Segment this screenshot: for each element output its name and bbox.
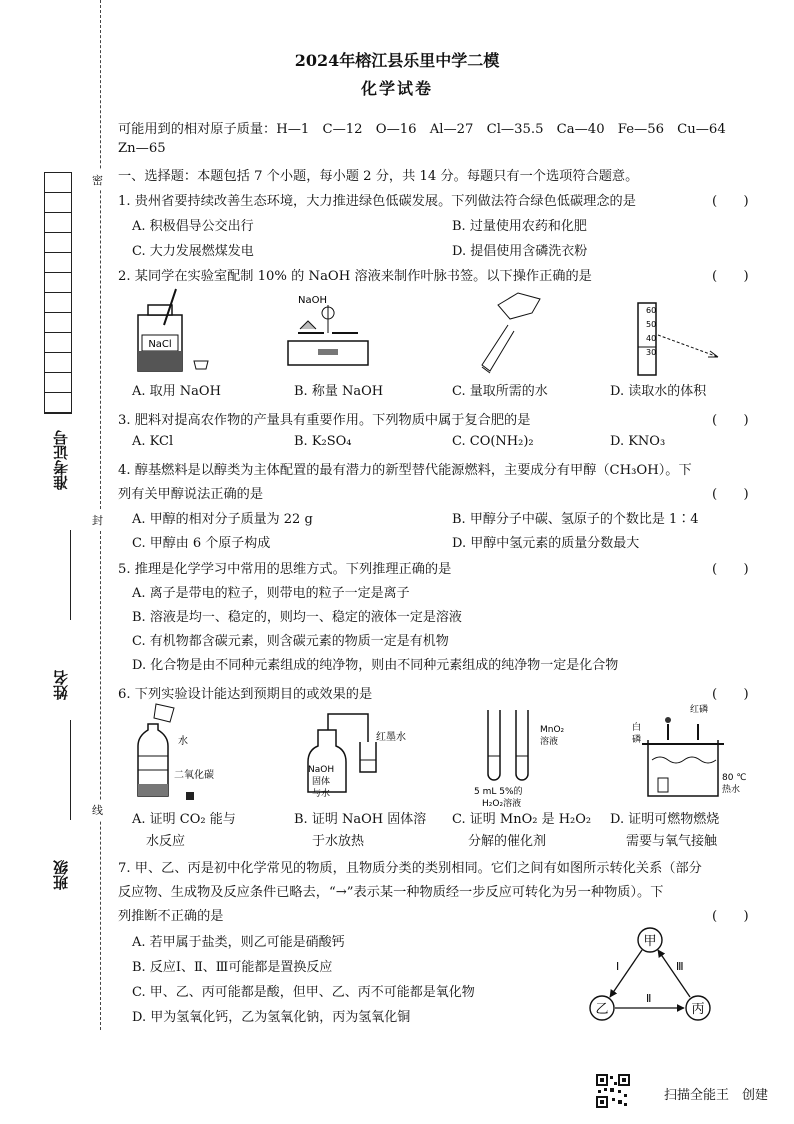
q6-label-h2o2-2: H₂O₂溶液 xyxy=(482,799,522,808)
q2-option-b[interactable]: B. 称量 NaOH xyxy=(294,384,384,399)
q3-answer-paren[interactable]: ( ) xyxy=(712,413,749,428)
test-tubes-icon xyxy=(474,710,565,808)
beaker-phosphorus-icon xyxy=(632,703,746,796)
q6-answer-paren[interactable]: ( ) xyxy=(712,687,749,702)
q2-stem: 2. 某同学在实验室配制 10% 的 NaOH 溶液来制作叶脉书签。以下操作正确的是 xyxy=(118,269,592,284)
q2-option-d[interactable]: D. 读取水的体积 xyxy=(610,384,707,399)
qr-code-icon xyxy=(596,1074,630,1108)
q6-option-c-cont: 分解的催化剂 xyxy=(468,834,547,849)
q3-option-d[interactable]: D. KNO₃ xyxy=(610,434,666,449)
reagent-bottle-icon xyxy=(138,289,208,371)
q3-option-c[interactable]: C. CO(NH₂)₂ xyxy=(452,434,534,449)
node-jia-label: 甲 xyxy=(643,934,657,949)
q6-label-red-ink: 红墨水 xyxy=(376,732,406,743)
atomic-masses-cont: Zn—65 xyxy=(118,141,166,156)
arrow-1-label: Ⅰ xyxy=(616,960,620,973)
q1-option-a[interactable]: A. 积极倡导公交出行 xyxy=(132,219,254,234)
exam-title: 2024年榕江县乐里中学二模 xyxy=(294,51,500,70)
q6-option-a-cont: 水反应 xyxy=(146,834,186,849)
q5-option-c[interactable]: C. 有机物都含碳元素，则含碳元素的物质一定是有机物 xyxy=(132,634,449,649)
q2-apparatus-figures xyxy=(118,285,758,377)
arrow-bing-to-jia xyxy=(658,950,690,997)
q5-option-a[interactable]: A. 离子是带电的粒子，则带电的粒子一定是离子 xyxy=(132,586,410,601)
q6-option-d[interactable]: D. 证明可燃物燃烧 xyxy=(610,812,720,827)
class-label: 班级 xyxy=(52,860,70,890)
q6-label-hot-water: 热水 xyxy=(722,785,741,795)
q6-label-red-p: 红磷 xyxy=(690,705,709,715)
q4-option-a[interactable]: A. 甲醇的相对分子质量为 22 g xyxy=(132,512,313,527)
q4-stem: 4. 醇基燃料是以醇类为主体配置的最有潜力的新型替代能源燃料，主要成分有甲醇（CH₃OH）。下 xyxy=(118,463,692,478)
graduated-cylinder-pour-icon xyxy=(482,293,540,373)
q5-stem: 5. 推理是化学学习中常用的思维方式。下列推理正确的是 xyxy=(118,562,452,577)
q6-option-d-cont: 需要与氧气接触 xyxy=(626,834,718,849)
q1-option-c[interactable]: C. 大力发展燃煤发电 xyxy=(132,244,254,259)
q6-label-co2: 二氧化碳 xyxy=(174,770,214,781)
q5-option-d[interactable]: D. 化合物是由不同种元素组成的纯净物，则由不同种元素组成的纯净物一定是化合物 xyxy=(132,658,619,673)
q6-label-water: 水 xyxy=(178,736,188,747)
q6-stem: 6. 下列实验设计能达到预期目的或效果的是 xyxy=(118,687,373,702)
q3-stem: 3. 肥料对提高农作物的产量具有重要作用。下列物质中属于复合肥的是 xyxy=(118,413,531,428)
q6-label-solution: 溶液 xyxy=(540,737,559,747)
exam-id-label: 准考证号 xyxy=(52,430,70,490)
q2-tick-40: 40 xyxy=(646,334,657,343)
q2-tick-30: 30 xyxy=(646,348,657,357)
plastic-bottle-icon xyxy=(138,704,214,800)
q7-option-c[interactable]: C. 甲、乙、丙可能都是酸，但甲、乙、丙不可能都是氧化物 xyxy=(132,985,475,1000)
q1-answer-paren[interactable]: ( ) xyxy=(712,194,749,209)
seal-mark: 封 xyxy=(92,510,103,530)
q1-option-b[interactable]: B. 过量使用农药和化肥 xyxy=(452,219,587,234)
q7-conversion-diagram xyxy=(580,920,720,1030)
name-blank-line[interactable] xyxy=(70,530,71,620)
q7-option-b[interactable]: B. 反应Ⅰ、Ⅱ、Ⅲ可能都是置换反应 xyxy=(132,960,333,975)
arrow-2-label: Ⅱ xyxy=(646,992,652,1005)
q4-option-c[interactable]: C. 甲醇由 6 个原子构成 xyxy=(132,536,271,551)
q2-option-a[interactable]: A. 取用 NaOH xyxy=(132,384,221,399)
q6-label-white-p1: 白 xyxy=(632,723,642,733)
scanner-watermark: 扫描全能王 创建 xyxy=(663,1088,768,1103)
q1-option-d[interactable]: D. 提倡使用含磷洗衣粉 xyxy=(452,244,588,259)
q6-label-mno2: MnO₂ xyxy=(540,725,565,735)
q7-stem-cont: 反应物、生成物及反应条件已略去，“→”表示某一种物质经一步反应可转化为另一种物质）。下 xyxy=(118,885,664,900)
q7-option-d[interactable]: D. 甲为氢氧化钙，乙为氢氧化钠，丙为氢氧化铜 xyxy=(132,1010,411,1025)
q7-stem-cont2: 列推断不正确的是 xyxy=(118,909,224,924)
flask-u-tube-icon xyxy=(308,714,406,799)
q3-option-b[interactable]: B. K₂SO₄ xyxy=(294,434,352,449)
cylinder-reading-icon xyxy=(638,303,718,375)
q6-apparatus-figures xyxy=(118,700,758,808)
q1-stem: 1. 贵州省要持续改善生态环境，大力推进绿色低碳发展。下列做法符合绿色低碳理念的是 xyxy=(118,194,636,209)
q6-option-c[interactable]: C. 证明 MnO₂ 是 H₂O₂ xyxy=(452,812,592,827)
q2-option-c[interactable]: C. 量取所需的水 xyxy=(452,384,548,399)
atomic-masses: 可能用到的相对原子质量：H—1 C—12 O—16 Al—27 Cl—35.5 Ca—40 Fe—56 Cu—64 xyxy=(118,122,726,137)
q6-option-b[interactable]: B. 证明 NaOH 固体溶 xyxy=(294,812,427,827)
q6-option-b-cont: 于水放热 xyxy=(312,834,365,849)
balance-icon xyxy=(288,295,368,365)
node-yi-label: 乙 xyxy=(595,1002,609,1017)
q6-label-white-p2: 磷 xyxy=(632,735,642,745)
q2-tick-50: 50 xyxy=(646,320,657,329)
q7-stem: 7. 甲、乙、丙是初中化学常见的物质，且物质分类的类别相同。它们之间有如图所示转化关系（部分 xyxy=(118,861,702,876)
arrow-3-label: Ⅲ xyxy=(676,960,684,973)
q6-label-80c: 80 ℃ xyxy=(722,773,747,783)
q2-label-naoh: NaOH xyxy=(298,295,327,306)
q2-answer-paren[interactable]: ( ) xyxy=(712,269,749,284)
class-blank-line[interactable] xyxy=(70,720,71,820)
q6-option-a[interactable]: A. 证明 CO₂ 能与 xyxy=(132,812,236,827)
q4-option-b[interactable]: B. 甲醇分子中碳、氢原子的个数比是 1∶4 xyxy=(452,512,699,527)
q5-option-b[interactable]: B. 溶液是均一、稳定的，则均一、稳定的液体一定是溶液 xyxy=(132,610,462,625)
seal-mark: 密 xyxy=(92,170,103,190)
seal-mark: 线 xyxy=(92,800,103,820)
q6-label-with-water: 与水 xyxy=(312,789,331,799)
exam-subtitle: 化学试卷 xyxy=(360,79,433,98)
q6-label-naoh: NaOH xyxy=(308,765,335,775)
q4-option-d[interactable]: D. 甲醇中氢元素的质量分数最大 xyxy=(452,536,640,551)
node-bing-label: 丙 xyxy=(691,1002,705,1017)
q7-answer-paren[interactable]: ( ) xyxy=(712,909,749,924)
q6-label-solid: 固体 xyxy=(312,777,331,787)
exam-id-boxes[interactable] xyxy=(44,172,72,414)
q6-label-h2o2-1: 5 mL 5%的 xyxy=(474,787,523,797)
name-label: 姓名 xyxy=(52,670,70,700)
section-heading: 一、选择题：本题包括 7 个小题，每小题 2 分，共 14 分。每题只有一个选项符合题意。 xyxy=(118,169,639,184)
q2-tick-60: 60 xyxy=(646,306,657,315)
q4-answer-paren[interactable]: ( ) xyxy=(712,487,749,502)
q3-option-a[interactable]: A. KCl xyxy=(132,434,174,449)
q5-answer-paren[interactable]: ( ) xyxy=(712,562,749,577)
q7-option-a[interactable]: A. 若甲属于盐类，则乙可能是硝酸钙 xyxy=(132,935,345,950)
arrow-jia-to-yi xyxy=(610,950,642,997)
q4-stem-cont: 列有关甲醇说法正确的是 xyxy=(118,487,264,502)
q2-label-nacl: NaCl xyxy=(148,339,172,350)
